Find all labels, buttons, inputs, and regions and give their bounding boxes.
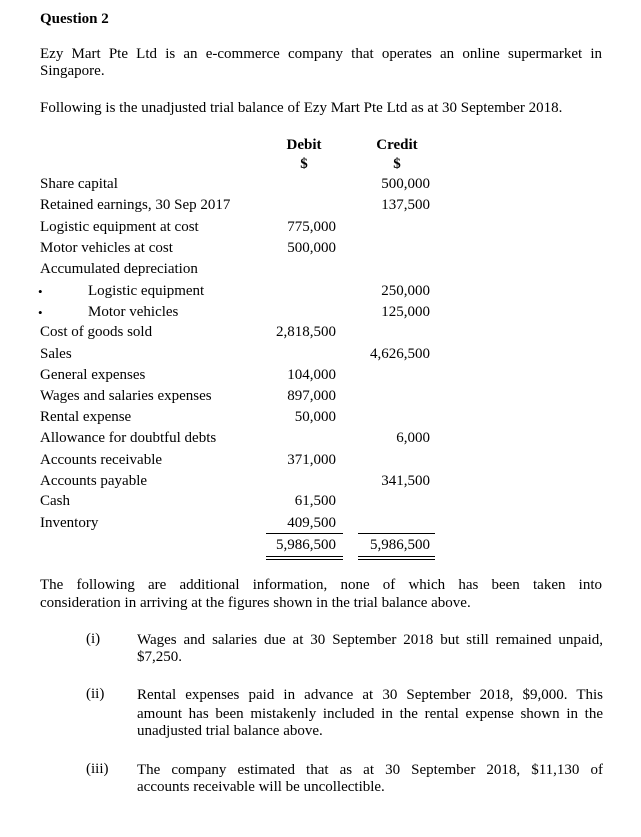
question-heading: Question 2 <box>40 11 109 27</box>
debit-header: Debit <box>286 137 322 153</box>
row-label: Motor vehicles <box>88 304 179 320</box>
row-label: Sales <box>40 346 72 362</box>
intro-line-1: Ezy Mart Pte Ltd is an e-commerce company that operates an online supermarket in <box>40 46 602 62</box>
debit-double-rule-1 <box>266 556 343 557</box>
credit-value: 4,626,500 <box>370 346 430 362</box>
debit-total-rule <box>266 533 343 534</box>
debit-value: 775,000 <box>287 219 336 235</box>
credit-value: 125,000 <box>381 304 430 320</box>
row-label: Accounts payable <box>40 473 148 489</box>
trial-balance-lead: Following is the unadjusted trial balance of Ezy Mart Pte Ltd as at 30 September 2018. <box>40 100 563 116</box>
credit-value: 137,500 <box>381 197 430 213</box>
row-label: Logistic equipment <box>88 283 205 299</box>
credit-value: 250,000 <box>381 283 430 299</box>
credit-value: 341,500 <box>381 473 430 489</box>
row-label: Allowance for doubtful debts <box>40 430 217 446</box>
row-label: Retained earnings, 30 Sep 2017 <box>40 197 231 213</box>
debit-value: 104,000 <box>287 367 336 383</box>
item-text-line-1: The company estimated that as at 30 September 2018, $11,130 of <box>137 762 603 778</box>
row-label: Accounts receivable <box>40 452 163 468</box>
debit-double-rule-2 <box>266 559 343 560</box>
additional-intro-line-2: consideration in arriving at the figures shown in the trial balance above. <box>40 595 471 611</box>
row-label: Wages and salaries expenses <box>40 388 212 404</box>
debit-value: 500,000 <box>287 240 336 256</box>
row-label: General expenses <box>40 367 146 383</box>
debit-value: 371,000 <box>287 452 336 468</box>
debit-unit: $ <box>300 156 308 172</box>
row-label: Cash <box>40 493 70 509</box>
item-number: (iii) <box>86 761 109 777</box>
debit-value: 50,000 <box>294 409 336 425</box>
credit-header: Credit <box>376 137 418 153</box>
intro-line-2: Singapore. <box>40 63 105 79</box>
credit-value: 6,000 <box>396 430 430 446</box>
item-text-line-3: unadjusted trial balance above. <box>137 723 323 739</box>
debit-value: 2,818,500 <box>276 324 336 340</box>
item-number: (ii) <box>86 686 105 702</box>
row-label: Inventory <box>40 515 99 531</box>
item-text-line-2: amount has been mistakenly included in the rental expense shown in the <box>137 706 603 722</box>
credit-total-rule <box>358 533 435 534</box>
row-label: Cost of goods sold <box>40 324 153 340</box>
credit-total: 5,986,500 <box>370 537 430 553</box>
debit-value: 61,500 <box>294 493 336 509</box>
row-label: Share capital <box>40 176 118 192</box>
credit-double-rule-2 <box>358 559 435 560</box>
bullet-icon: • <box>38 305 43 320</box>
row-label: Rental expense <box>40 409 132 425</box>
credit-unit: $ <box>393 156 401 172</box>
credit-double-rule-1 <box>358 556 435 557</box>
item-text-line-2: accounts receivable will be uncollectible. <box>137 779 385 795</box>
credit-value: 500,000 <box>381 176 430 192</box>
debit-total: 5,986,500 <box>276 537 336 553</box>
item-text-line-1: Rental expenses paid in advance at 30 September 2018, $9,000. This <box>137 687 603 703</box>
debit-value: 409,500 <box>287 515 336 531</box>
item-text-line-1: Wages and salaries due at 30 September 2018 but still remained unpaid, <box>137 632 603 648</box>
row-label: Logistic equipment at cost <box>40 219 199 235</box>
debit-value: 897,000 <box>287 388 336 404</box>
bullet-icon: • <box>38 284 43 299</box>
row-label: Motor vehicles at cost <box>40 240 173 256</box>
additional-intro-line-1: The following are additional information, none of which has been taken into <box>40 577 602 593</box>
row-label: Accumulated depreciation <box>40 261 198 277</box>
item-number: (i) <box>86 631 101 647</box>
item-text-line-2: $7,250. <box>137 649 182 665</box>
